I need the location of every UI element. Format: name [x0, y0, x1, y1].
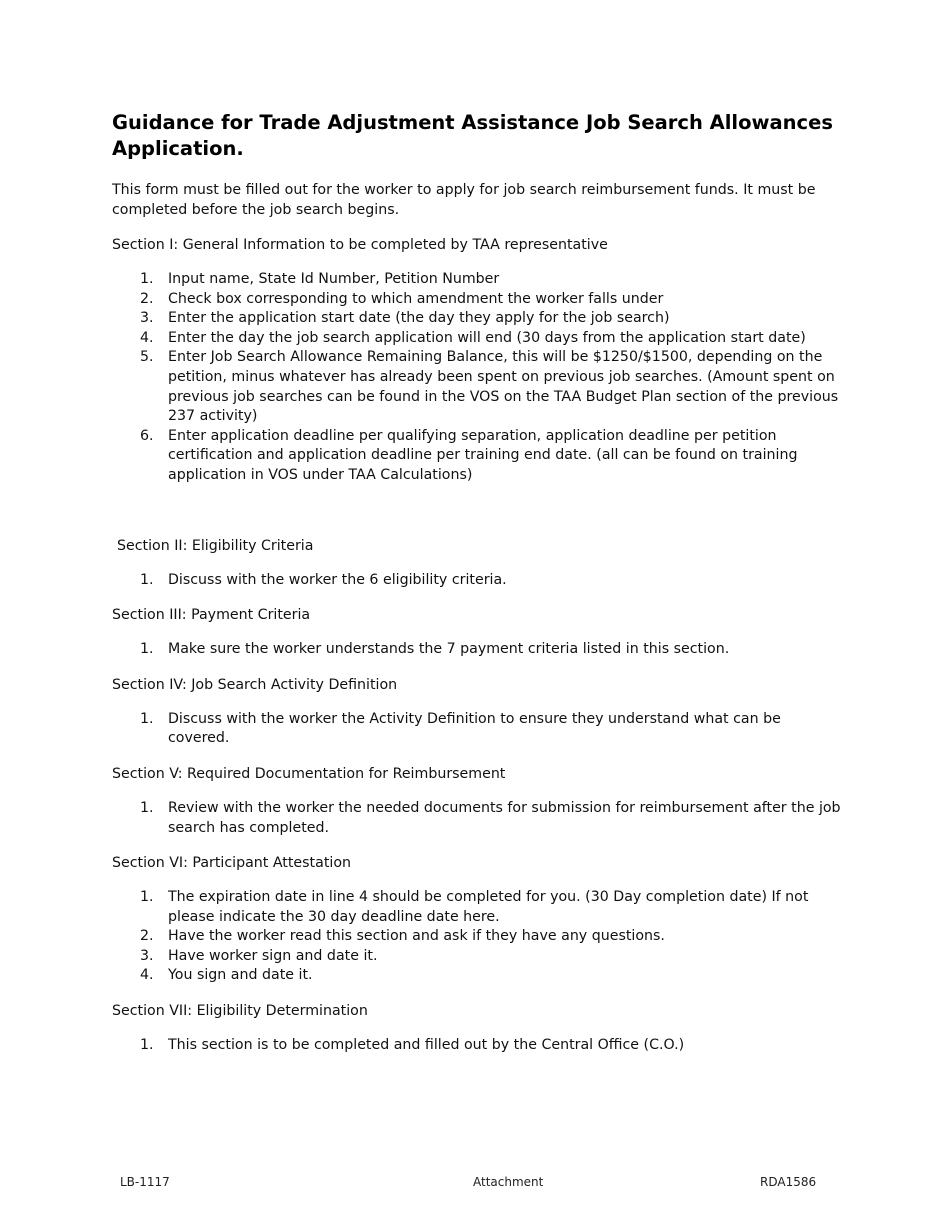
list-number: 1. [140, 889, 154, 906]
list-number: 1. [140, 571, 154, 588]
list-item [112, 947, 842, 967]
list-number: 3. [140, 310, 154, 327]
section-list [112, 888, 842, 986]
list-item-text: Enter the day the job search application will end (30 days from the application start date) [168, 329, 806, 346]
section-heading: Section II: Eligibility Criteria [117, 537, 314, 554]
list-item [112, 966, 842, 986]
list-item [112, 888, 842, 927]
footer-center-label: Attachment [473, 1175, 544, 1189]
list-number: 6. [140, 427, 154, 444]
list-item-text: The expiration date in line 4 should be completed for you. (30 Day completion date) If not please indicate the 30 day deadline date here. [168, 889, 809, 925]
list-number: 1. [140, 271, 154, 287]
list-number: 5. [140, 349, 154, 366]
list-item [112, 1036, 842, 1056]
list-item [112, 799, 842, 838]
intro-paragraph: This form must be filled out for the worker to apply for job search reimbursement funds. It must be completed before the job search begins. [112, 182, 816, 218]
list-item [112, 710, 842, 749]
list-item-text: Input name, State Id Number, Petition Number [168, 271, 500, 287]
section-heading: Section IV: Job Search Activity Definition [112, 676, 398, 693]
page-footer [0, 1175, 950, 1191]
section-heading: Section VII: Eligibility Determination [112, 1003, 368, 1020]
list-item-text: Enter Job Search Allowance Remaining Balance, this will be $1250/$1500, depending on the petition, minus whatever has already been spent on previous job searches. (Amount spent on previous job searches can be found in the VOS on the TAA Budget Plan section of the previous 237 activity) [168, 349, 839, 425]
list-item-text: Discuss with the worker the 6 eligibility criteria. [168, 571, 507, 588]
list-item [112, 640, 842, 660]
list-item-text: This section is to be completed and filled out by the Central Office (C.O.) [168, 1037, 685, 1054]
list-item [112, 270, 842, 290]
section-heading: Section III: Payment Criteria [112, 607, 311, 624]
list-item-text: Enter the application start date (the day they apply for the job search) [168, 310, 670, 327]
list-number: 1. [140, 641, 154, 658]
section-list [112, 710, 842, 749]
document-page [112, 110, 842, 1071]
section-list [112, 640, 842, 660]
list-item-text: You sign and date it. [168, 967, 313, 984]
list-item-text: Review with the worker the needed documents for submission for reimbursement after the job search has completed. [168, 799, 841, 836]
list-item [112, 571, 842, 591]
list-item [112, 348, 842, 426]
list-number: 1. [140, 1037, 154, 1054]
section-heading: Section VI: Participant Attestation [112, 855, 351, 872]
list-item-text: Have worker sign and date it. [168, 947, 378, 964]
list-number: 1. [140, 799, 154, 816]
list-item-text: Have the worker read this section and ask if they have any questions. [168, 928, 665, 945]
section-list [112, 1036, 842, 1056]
section-list [112, 571, 842, 591]
list-item-text: Discuss with the worker the Activity Definition to ensure they understand what can be covered. [168, 710, 781, 747]
section-heading: Section I: General Information to be completed by TAA representative [112, 237, 608, 253]
section-list [112, 799, 842, 838]
list-item-text: Check box corresponding to which amendment the worker falls under [168, 290, 664, 307]
list-number: 3. [140, 947, 154, 964]
vertical-spacer [112, 501, 842, 536]
page-title: Guidance for Trade Adjustment Assistance Job Search Allowances Application. [112, 111, 833, 160]
list-number: 2. [140, 928, 154, 945]
list-item [112, 309, 842, 329]
list-number: 2. [140, 290, 154, 307]
section-list [112, 270, 842, 486]
list-number: 4. [140, 967, 154, 984]
list-item-text: Make sure the worker understands the 7 payment criteria listed in this section. [168, 641, 730, 658]
list-item [112, 927, 842, 947]
footer-right-code: RDA1586 [760, 1175, 817, 1189]
list-item [112, 329, 842, 349]
list-number: 1. [140, 710, 154, 727]
list-number: 4. [140, 329, 154, 346]
list-item [112, 290, 842, 310]
footer-left-code: LB-1117 [120, 1175, 170, 1189]
section-heading: Section V: Required Documentation for Reimbursement [112, 765, 506, 782]
list-item [112, 427, 842, 486]
list-item-text: Enter application deadline per qualifying separation, application deadline per petition certification and application deadline per training end date. (all can be found on training application in VOS under TAA Calculations) [168, 427, 798, 483]
